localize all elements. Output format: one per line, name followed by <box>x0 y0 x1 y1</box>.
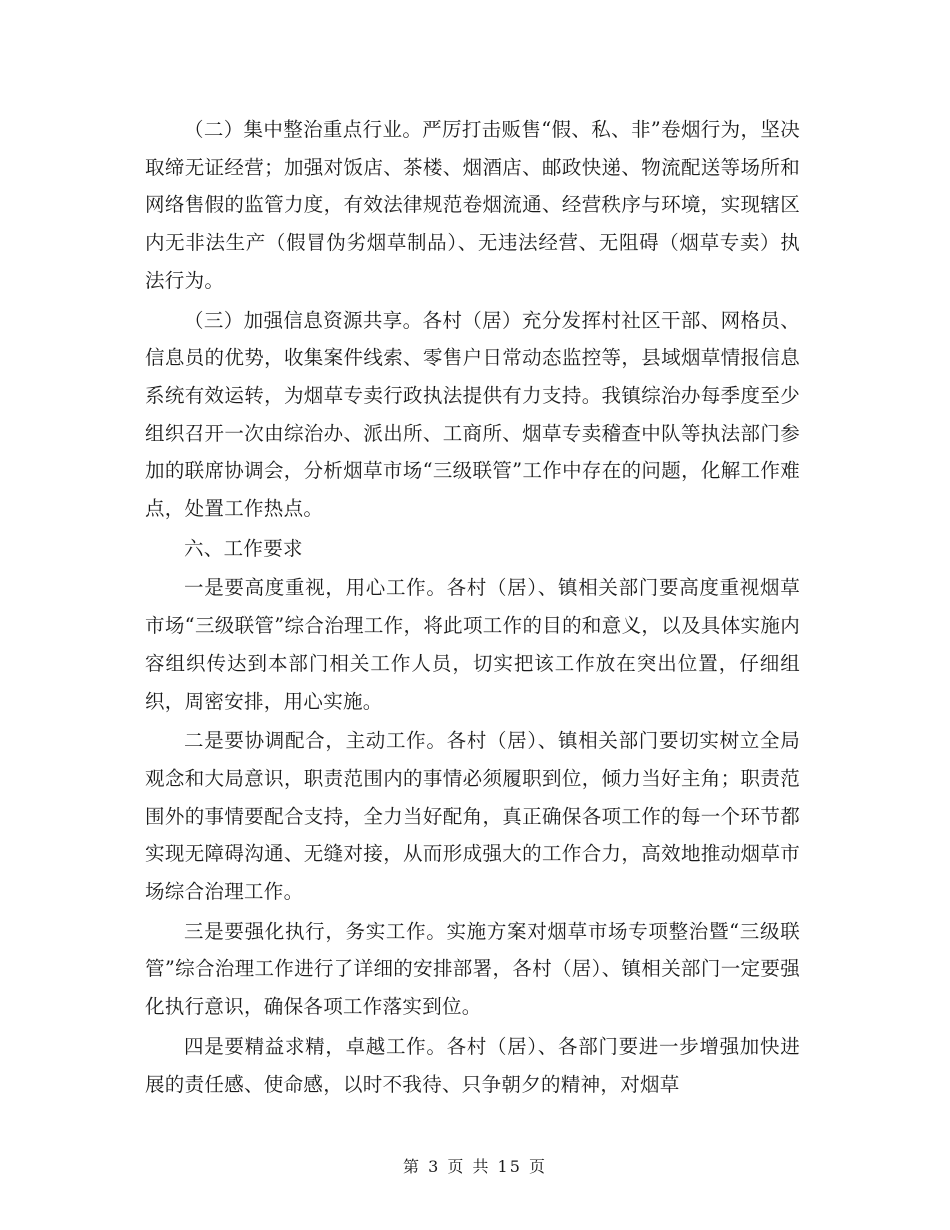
paragraph-requirement-one: 一是要高度重视，用心工作。各村（居）、镇相关部门要高度重视烟草市场“三级联管”综合治理工作，将此项工作的目的和意义，以及具体实施内容组织传达到本部门相关工作人员，切实把该工作放在突出位置，仔细组织，周密安排，用心实施。 <box>145 576 800 713</box>
paragraph-requirement-four: 四是要精益求精，卓越工作。各村（居）、各部门要进一步增强加快进展的责任感、使命感，以时不我待、只争朝夕的精神，对烟草 <box>145 1034 800 1096</box>
paragraph-focus-industries: （二）集中整治重点行业。严厉打击贩售“假、私、非”卷烟行为，坚决取缔无证经营；加强对饭店、茶楼、烟酒店、邮政快递、物流配送等场所和网络售假的监管力度，有效法律规范卷烟流通、经营秩序与环境，实现辖区内无非法生产（假冒伪劣烟草制品）、无违法经营、无阻碍（烟草专卖）执法行为。 <box>145 118 800 292</box>
page-number-footer: 第 3 页 共 15 页 <box>403 1157 547 1176</box>
section-heading-work-requirements: 六、工作要求 <box>184 536 303 560</box>
paragraph-requirement-two: 二是要协调配合，主动工作。各村（居）、镇相关部门要切实树立全局观念和大局意识，职责范围内的事情必须履职到位，倾力当好主角；职责范围外的事情要配合支持，全力当好配角，真正确保各项工作的每一个环节都实现无障碍沟通、无缝对接，从而形成强大的工作合力，高效地推动烟草市场综合治理工作。 <box>145 729 800 904</box>
paragraph-requirement-three: 三是要强化执行，务实工作。实施方案对烟草市场专项整治暨“三级联管”综合治理工作进行了详细的安排部署，各村（居）、镇相关部门一定要强化执行意识，确保各项工作落实到位。 <box>145 919 800 1019</box>
document-body <box>145 111 800 1105</box>
paragraph-information-sharing: （三）加强信息资源共享。各村（居）充分发挥村社区干部、网格员、信息员的优势，收集案件线索、零售户日常动态监控等，县域烟草情报信息系统有效运转，为烟草专卖行政执法提供有力支持。我镇综治办每季度至少组织召开一次由综治办、派出所、工商所、烟草专卖稽查中队等执法部门参加的联席协调会，分析烟草市场“三级联管”工作中存在的问题，化解工作难点，处置工作热点。 <box>145 308 800 521</box>
